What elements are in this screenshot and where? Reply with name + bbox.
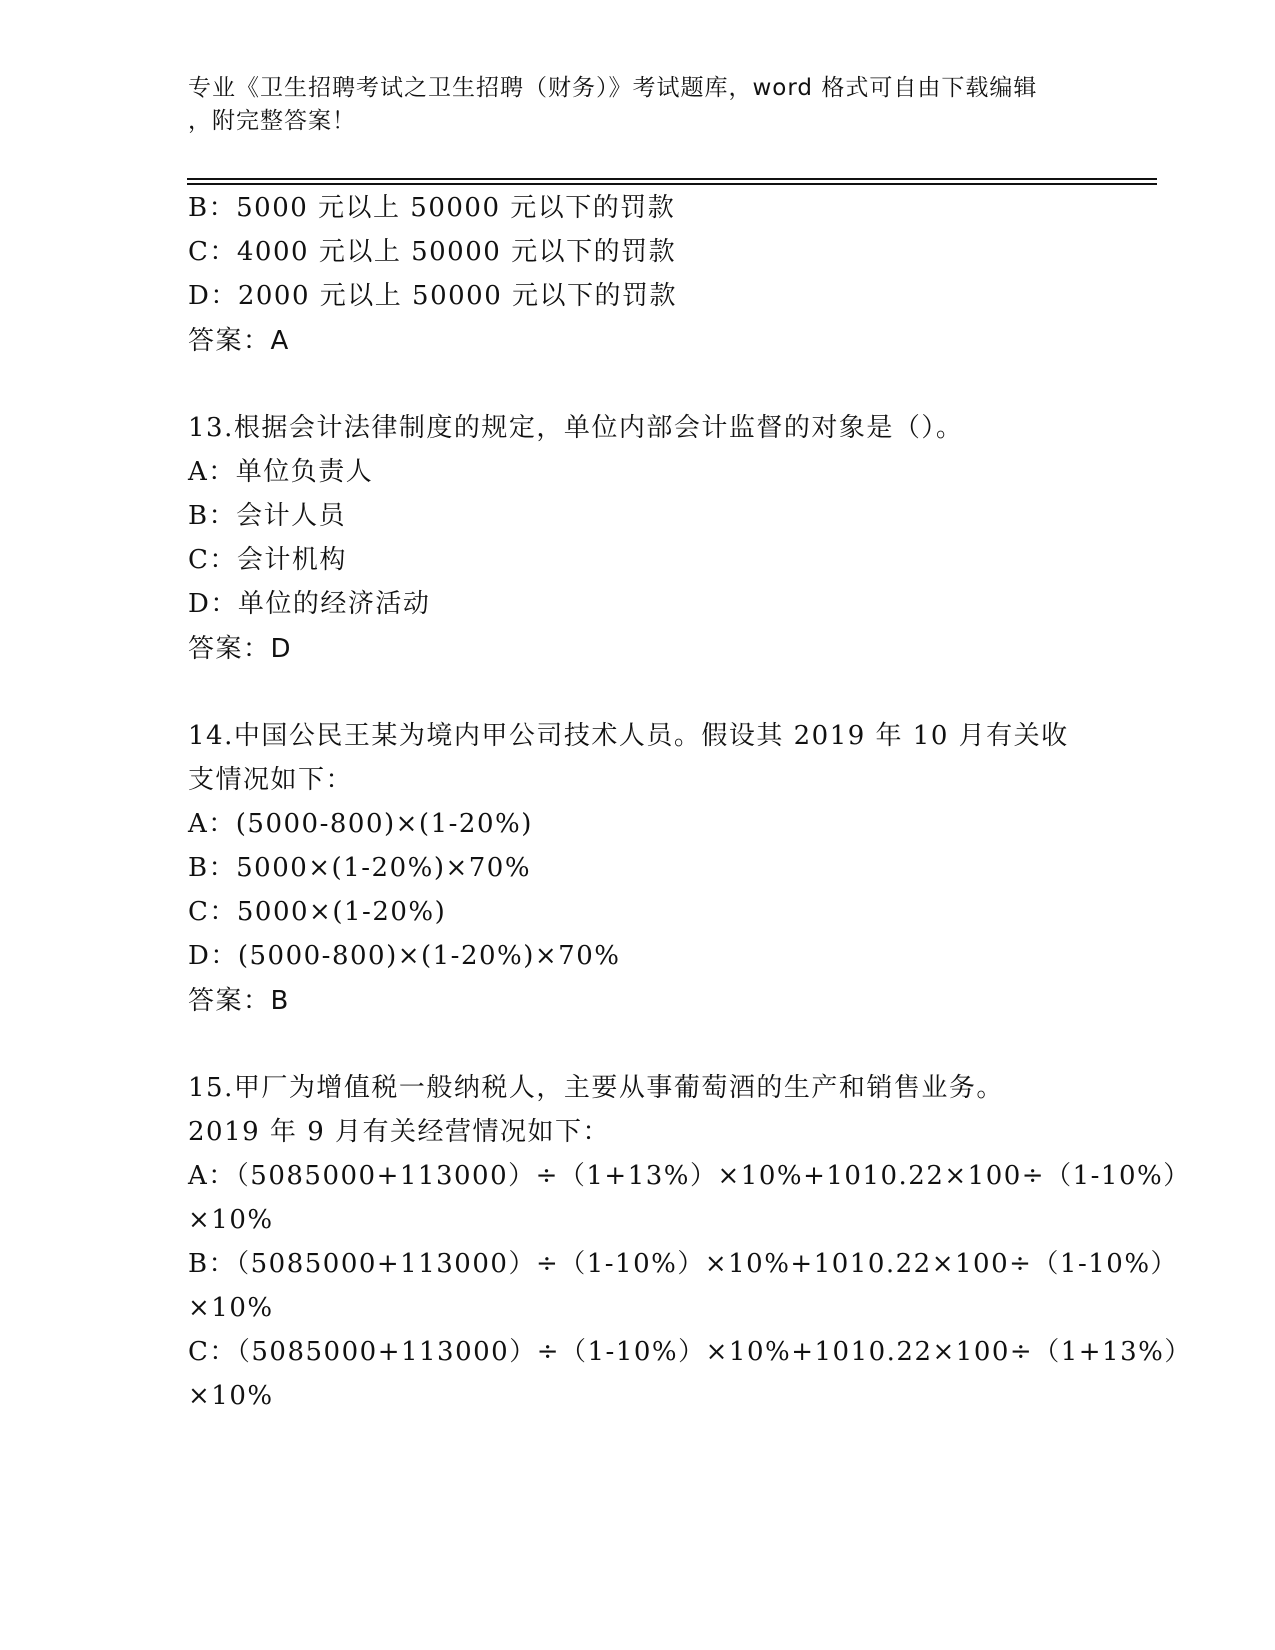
q13-option-c: C：会计机构 <box>188 545 347 575</box>
header-divider-bottom <box>187 183 1157 185</box>
q13-answer: 答案：D <box>188 634 293 664</box>
header-divider-top <box>187 178 1157 180</box>
q15-question-line-1: 15.甲厂为增值税一般纳税人，主要从事葡萄酒的生产和销售业务。 <box>188 1073 1004 1103</box>
document-header <box>188 72 1088 138</box>
q15-option-a-line-1: A：（5085000+113000）÷（1+13%）×10%+1010.22×100÷（1-10%） <box>188 1161 1191 1191</box>
q13-option-a: A：单位负责人 <box>188 457 374 487</box>
q12-option-b: B：5000 元以上 50000 元以下的罚款 <box>188 193 676 223</box>
header-line-2: ，附完整答案！ <box>188 108 356 134</box>
q15-option-c-line-2: ×10% <box>188 1381 274 1411</box>
q14-question-line-2: 支情况如下： <box>188 765 354 795</box>
q15-question-line-2: 2019 年 9 月有关经营情况如下： <box>188 1117 611 1147</box>
q15-option-b-line-1: B：（5085000+113000）÷（1-10%）×10%+1010.22×100÷（1-10%） <box>188 1249 1179 1279</box>
q15-option-b-line-2: ×10% <box>188 1293 274 1323</box>
q14-option-d: D：(5000-800)×(1-20%)×70% <box>188 941 621 971</box>
q14-option-c: C：5000×(1-20%) <box>188 897 447 927</box>
q13-question: 13.根据会计法律制度的规定，单位内部会计监督的对象是（）。 <box>188 413 964 443</box>
q12-option-c: C：4000 元以上 50000 元以下的罚款 <box>188 237 677 267</box>
q12-answer: 答案：A <box>188 326 290 356</box>
q13-option-b: B：会计人员 <box>188 501 347 531</box>
q14-option-a: A：(5000-800)×(1-20%) <box>188 809 533 839</box>
q15-option-c-line-1: C：（5085000+113000）÷（1-10%）×10%+1010.22×100÷（1+13%） <box>188 1337 1192 1367</box>
q12-option-d: D：2000 元以上 50000 元以下的罚款 <box>188 281 678 311</box>
header-line-1: 专业《卫生招聘考试之卫生招聘（财务）》考试题库，word 格式可自由下载编辑 <box>188 75 1038 101</box>
q15-option-a-line-2: ×10% <box>188 1205 274 1235</box>
q13-option-d: D：单位的经济活动 <box>188 589 431 619</box>
q14-question-line-1: 14.中国公民王某为境内甲公司技术人员。假设其 2019 年 10 月有关收 <box>188 721 1069 751</box>
q14-option-b: B：5000×(1-20%)×70% <box>188 853 532 883</box>
q14-answer: 答案：B <box>188 986 290 1016</box>
